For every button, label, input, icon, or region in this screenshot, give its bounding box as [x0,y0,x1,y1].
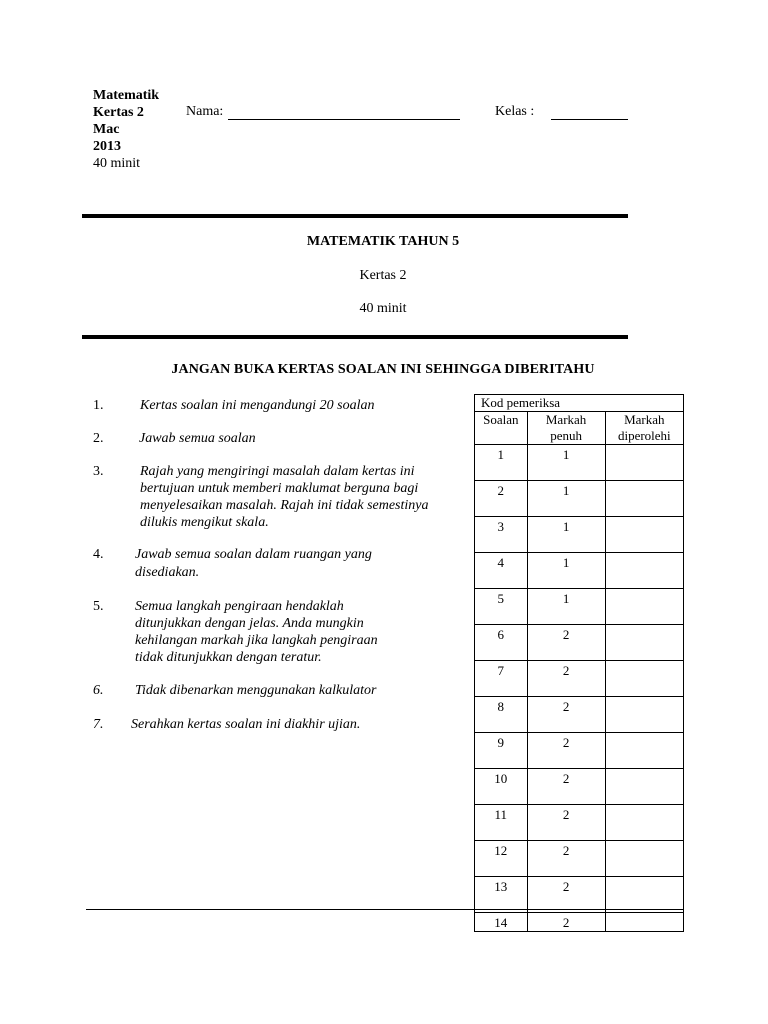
table-row [475,769,684,805]
full-marks: 2 [527,625,605,661]
question-number: 12 [475,841,528,877]
question-number: 2 [475,481,528,517]
table-row [475,553,684,589]
subject-label: Matematik [93,88,160,103]
question-number: 7 [475,661,528,697]
full-marks: 1 [527,589,605,625]
year-label: 2013 [93,139,121,154]
table-row [475,841,684,877]
full-marks: 2 [527,841,605,877]
instruction-text: dilukis mengikut skala. [140,515,269,530]
instruction-number: 5. [93,599,104,614]
instruction-text: Kertas soalan ini mengandungi 20 soalan [140,398,375,413]
instruction-text: bertujuan untuk memberi maklumat berguna bagi [140,481,419,496]
column-header-markah-penuh: Markah penuh [527,412,605,445]
instruction-text: kehilangan markah jika langkah pengiraan [135,633,378,648]
instruction-text: Serahkan kertas soalan ini diakhir ujian. [131,717,361,732]
examiner-code-caption: Kod pemeriksa [475,395,684,412]
table-row [475,913,684,932]
question-number: 9 [475,733,528,769]
marks-obtained-cell[interactable] [605,805,683,841]
marks-obtained-cell[interactable] [605,445,683,481]
full-marks: 2 [527,697,605,733]
instruction-text: menyelesaikan masalah. Rajah ini tidak semestinya [140,498,429,513]
table-row [475,589,684,625]
marks-obtained-cell[interactable] [605,661,683,697]
marks-obtained-cell[interactable] [605,877,683,913]
marks-table [474,394,684,932]
table-row [475,445,684,481]
paper-label: Kertas 2 [93,105,144,120]
question-number: 6 [475,625,528,661]
instruction-number: 2. [93,431,104,446]
instruction-number: 4. [93,547,104,562]
marks-obtained-cell[interactable] [605,553,683,589]
table-row [475,733,684,769]
instructions-list [93,397,463,757]
question-number: 4 [475,553,528,589]
marks-obtained-cell[interactable] [605,481,683,517]
top-divider [82,214,628,218]
instruction-text: disediakan. [135,565,200,580]
instruction-text: ditunjukkan dengan jelas. Anda mungkin [135,616,364,631]
full-marks: 1 [527,481,605,517]
marks-obtained-cell[interactable] [605,517,683,553]
full-marks: 2 [527,661,605,697]
table-row [475,517,684,553]
full-marks: 2 [527,769,605,805]
question-number: 14 [475,913,528,932]
marks-obtained-cell[interactable] [605,589,683,625]
instruction-text: tidak ditunjukkan dengan teratur. [135,650,322,665]
instruction-text: Semua langkah pengiraan hendaklah [135,599,344,614]
instruction-text: Jawab semua soalan dalam ruangan yang [135,547,372,562]
table-row [475,697,684,733]
table-row [475,481,684,517]
footer-divider [86,909,684,910]
table-row [475,877,684,913]
column-header-soalan: Soalan [475,412,528,445]
paper-info [93,87,159,172]
question-number: 10 [475,769,528,805]
question-number: 1 [475,445,528,481]
bottom-divider [82,335,628,339]
full-marks: 2 [527,877,605,913]
table-row [475,625,684,661]
question-number: 3 [475,517,528,553]
instruction-text: Rajah yang mengiringi masalah dalam kertas ini [140,464,415,479]
full-marks: 2 [527,733,605,769]
kelas-field[interactable] [551,119,628,120]
marks-obtained-cell[interactable] [605,769,683,805]
exam-title: MATEMATIK TAHUN 5 [306,234,460,249]
question-number: 5 [475,589,528,625]
table-row [475,661,684,697]
marks-obtained-cell[interactable] [605,733,683,769]
full-marks: 1 [527,445,605,481]
full-marks: 1 [527,553,605,589]
exam-paper: Kertas 2 [359,268,407,283]
column-header-markah-diperolehi: Markah diperolehi [605,412,683,445]
instruction-text: Tidak dibenarkan menggunakan kalkulator [135,683,377,698]
instruction-number: 6. [93,683,104,698]
full-marks: 2 [527,913,605,932]
kelas-label: Kelas : [495,104,535,119]
question-number: 8 [475,697,528,733]
nama-label: Nama: [186,104,224,119]
instruction-number: 1. [93,398,104,413]
warning-heading: JANGAN BUKA KERTAS SOALAN INI SEHINGGA DIBERITAHU [171,362,595,377]
marks-obtained-cell[interactable] [605,697,683,733]
instruction-text: Jawab semua soalan [139,431,256,446]
exam-duration: 40 minit [359,301,407,316]
instruction-number: 7. [93,717,104,732]
duration-label: 40 minit [93,156,141,171]
question-number: 11 [475,805,528,841]
table-row [475,805,684,841]
marks-obtained-cell[interactable] [605,625,683,661]
full-marks: 1 [527,517,605,553]
instruction-number: 3. [93,464,104,479]
month-label: Mac [93,122,120,137]
marks-obtained-cell[interactable] [605,841,683,877]
full-marks: 2 [527,805,605,841]
nama-field[interactable] [228,119,460,120]
marks-obtained-cell[interactable] [605,913,683,932]
question-number: 13 [475,877,528,913]
